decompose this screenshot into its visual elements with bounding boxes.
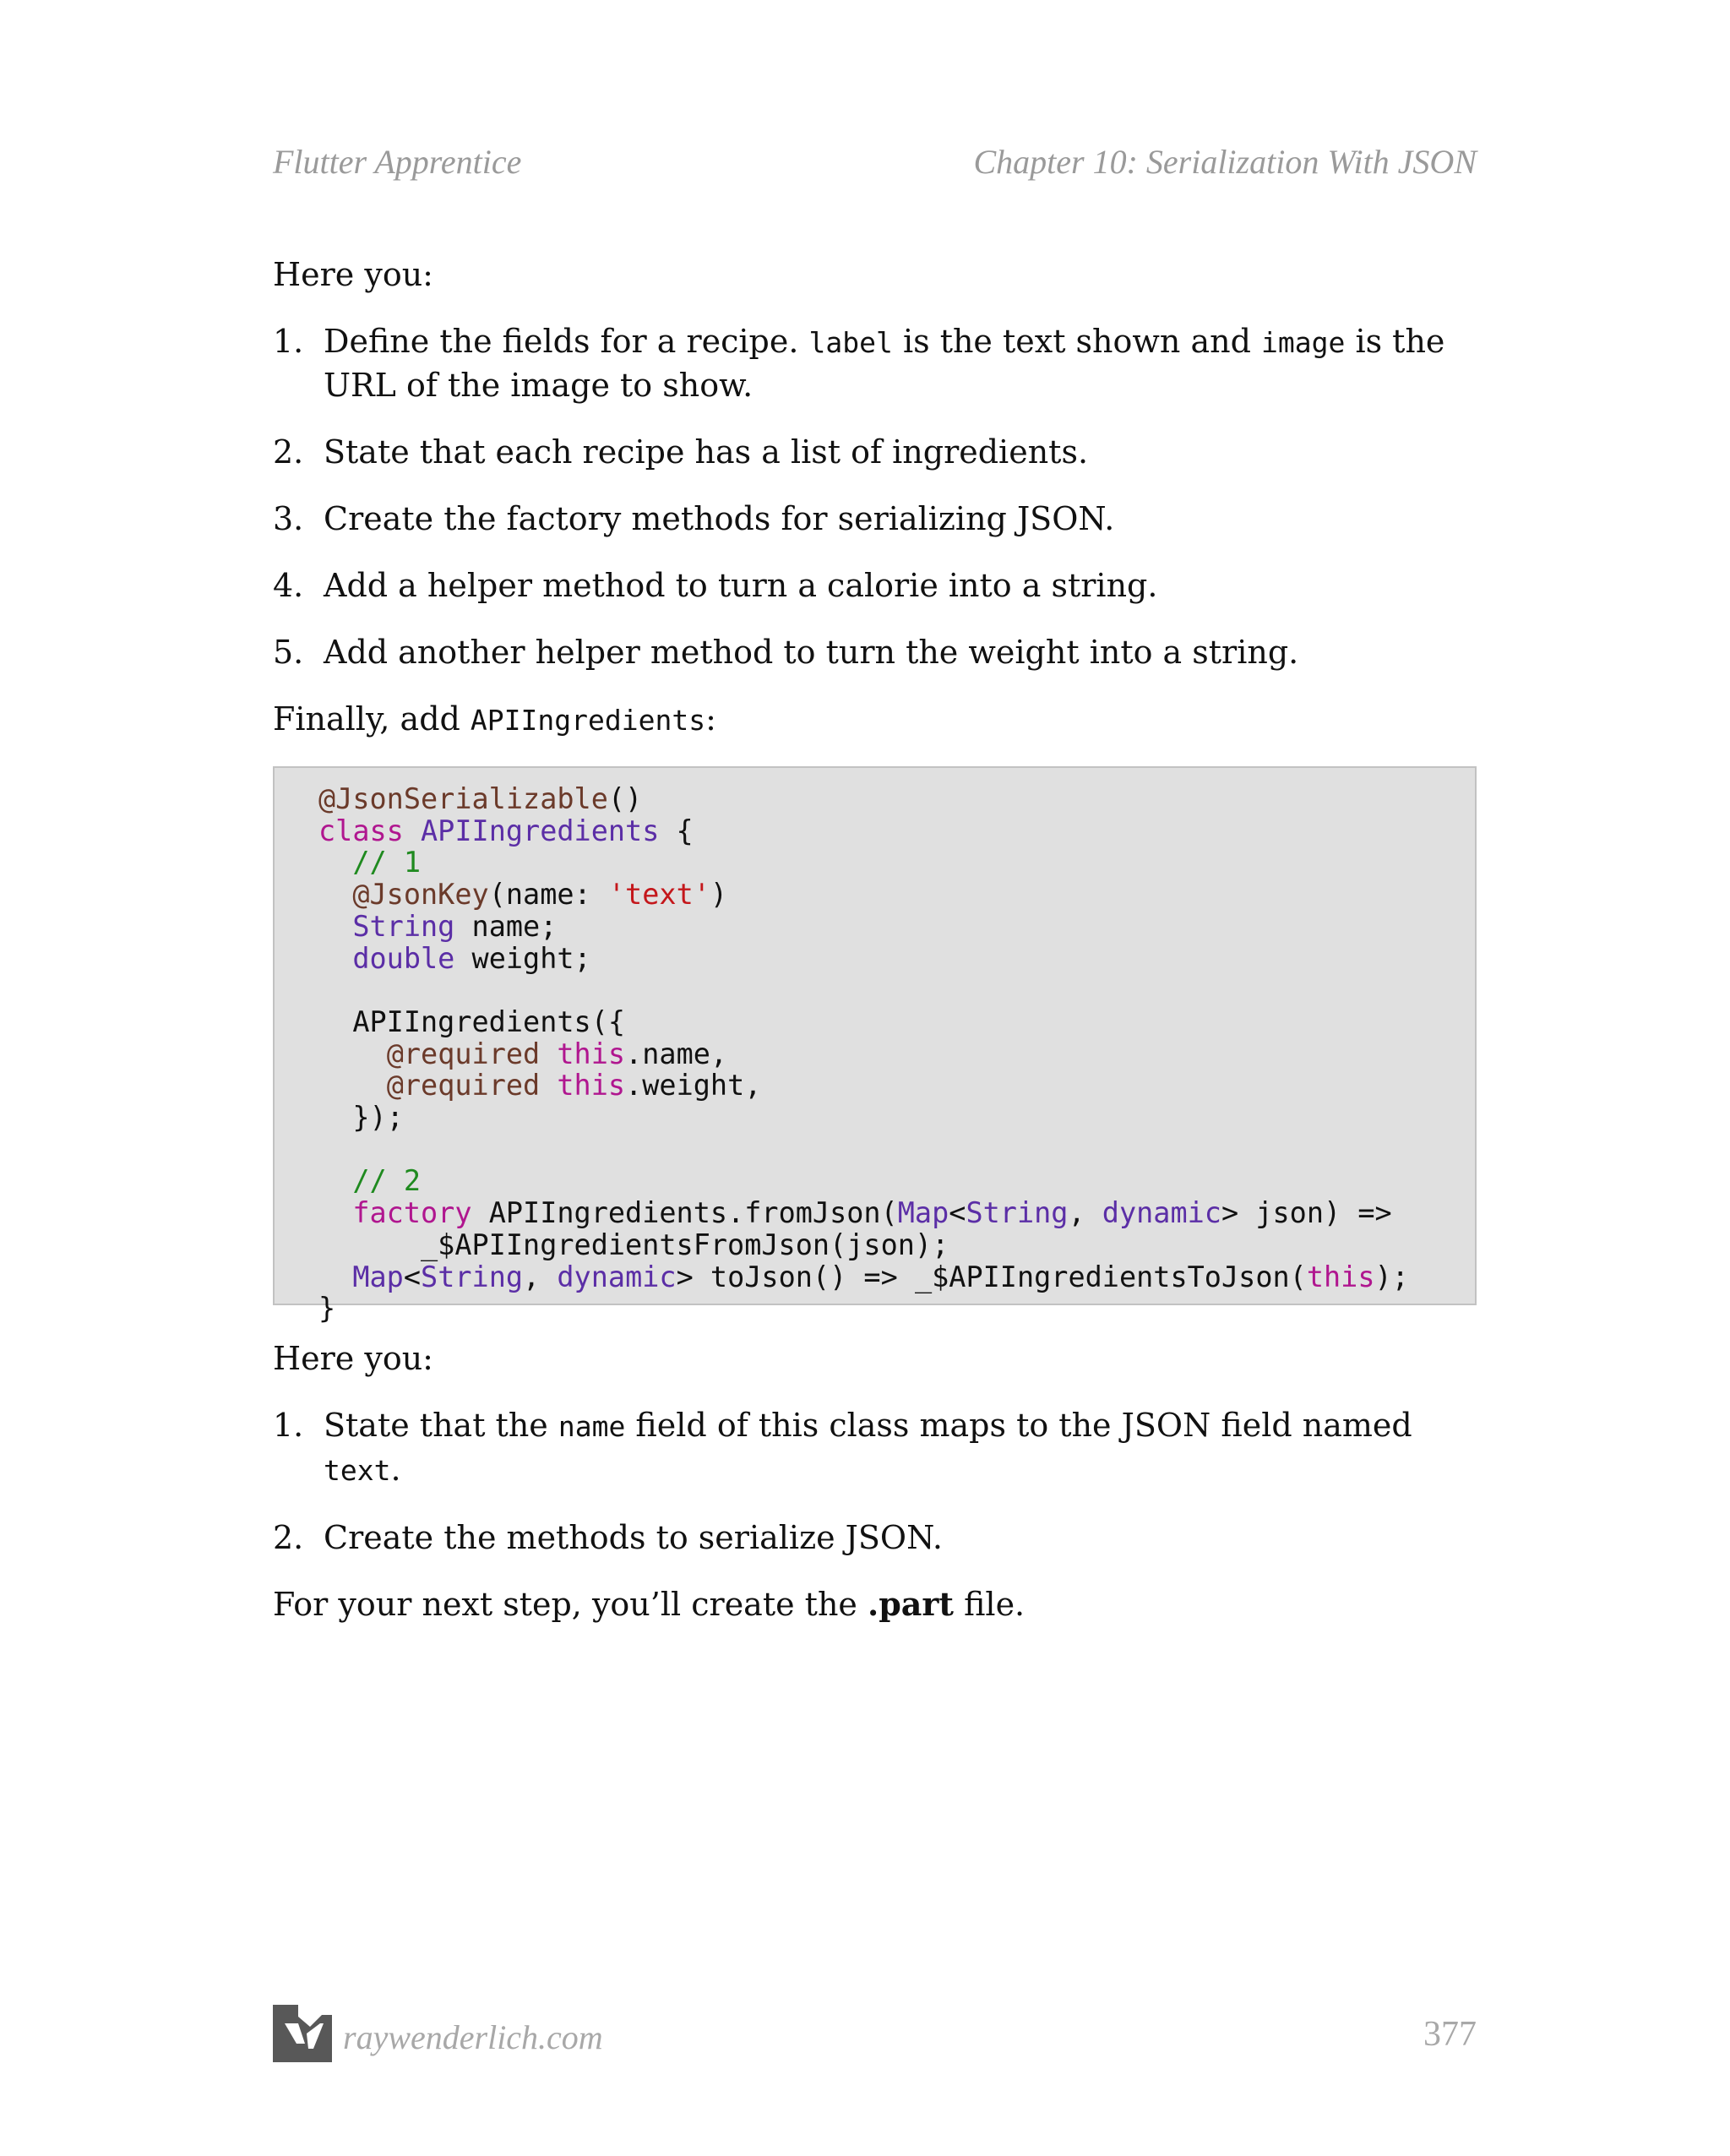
- code-token: class: [318, 814, 404, 847]
- inline-code: text: [324, 1454, 391, 1487]
- code-token: [318, 1196, 352, 1229]
- code-token: APIIngredients.fromJson(: [471, 1196, 898, 1230]
- list-number: 5.: [273, 634, 304, 671]
- code-token: ): [710, 878, 728, 912]
- list-text: Add a helper method to turn a calorie into a string.: [324, 567, 1158, 604]
- next-pre: For your next step, you’ll create the: [273, 1586, 868, 1623]
- code-token: @JsonSerializable: [318, 782, 608, 815]
- list-text: Create the factory methods for serializing JSON.: [324, 500, 1115, 537]
- list-item: [273, 431, 1477, 473]
- recipe-steps-list: [273, 320, 1477, 673]
- list-item: [273, 320, 1477, 406]
- list-number: 2.: [273, 1519, 304, 1556]
- json-steps-list: [273, 1404, 1477, 1559]
- code-token: weight;: [454, 941, 591, 975]
- code-token: [318, 878, 352, 911]
- code-token: > json) =>: [1221, 1196, 1392, 1230]
- list-text: State that the: [324, 1407, 558, 1444]
- list-number: 3.: [273, 500, 304, 537]
- list-number: 1.: [273, 323, 304, 360]
- code-token: > toJson() => _$APIIngredientsToJson(: [676, 1260, 1307, 1293]
- code-token: this: [1306, 1260, 1375, 1293]
- list-number: 4.: [273, 567, 304, 604]
- code-token: (): [607, 782, 643, 815]
- code-token: [318, 1069, 387, 1102]
- inline-code: APIIngredients: [470, 704, 706, 737]
- code-token: name;: [454, 909, 558, 943]
- code-token: ,: [1068, 1196, 1102, 1230]
- code-token: [318, 1037, 387, 1070]
- finally-pre: Finally, add: [273, 700, 471, 738]
- code-line: [318, 1196, 1392, 1229]
- list-text: State that each recipe has a list of ingredients.: [324, 433, 1089, 471]
- part-file-bold: .part: [867, 1585, 954, 1623]
- list-text: field of this class maps to the JSON field named: [625, 1407, 1412, 1444]
- list-item: [273, 498, 1477, 540]
- page-number: 377: [1423, 2015, 1477, 2054]
- finally-post: :: [705, 700, 716, 738]
- code-line: [318, 1228, 949, 1261]
- list-item: [273, 1404, 1477, 1492]
- code-token: String: [421, 1260, 524, 1293]
- code-token: 'text': [607, 878, 710, 912]
- code-line: [318, 782, 642, 815]
- code-token: <: [949, 1196, 966, 1230]
- code-line: [318, 846, 421, 879]
- code-token: .name,: [625, 1037, 728, 1070]
- rw-logo-icon: [273, 2005, 332, 2062]
- code-line: [318, 814, 694, 847]
- next-post: file.: [953, 1586, 1025, 1623]
- code-token: [318, 1260, 352, 1293]
- code-token: });: [318, 1101, 404, 1135]
- code-token: [318, 942, 352, 975]
- code-token: );: [1374, 1260, 1409, 1293]
- list-text: is the URL of the image to show.: [324, 323, 1445, 404]
- code-token: factory: [352, 1196, 472, 1230]
- list-text: Create the methods to serialize JSON.: [324, 1519, 943, 1556]
- next-step-text: [273, 1583, 1477, 1625]
- code-line: [318, 1005, 625, 1038]
- chapter-title: Chapter 10: Serialization With JSON: [973, 143, 1477, 181]
- list-number: 2.: [273, 433, 304, 471]
- intro-text-2: Here you:: [273, 1340, 433, 1377]
- code-block: [273, 766, 1477, 1326]
- code-token: ,: [523, 1260, 558, 1293]
- inline-code: name: [558, 1410, 626, 1443]
- intro-text: Here you:: [273, 256, 433, 293]
- code-token: _$APIIngredientsFromJson(json);: [318, 1228, 949, 1261]
- book-title: Flutter Apprentice: [273, 143, 522, 181]
- code-token: dynamic: [1102, 1196, 1221, 1230]
- code-line: [318, 1260, 1409, 1293]
- code-token: @JsonKey: [352, 878, 489, 912]
- code-token: {: [659, 814, 694, 847]
- list-item: [273, 631, 1477, 673]
- list-text: Define the fields for a recipe.: [324, 323, 809, 360]
- code-token: [404, 814, 421, 847]
- page-content: [273, 253, 1477, 1650]
- code-listing: [318, 783, 1475, 1325]
- code-token: .weight,: [625, 1069, 762, 1102]
- code-line: [318, 1164, 421, 1197]
- code-line: [318, 910, 557, 943]
- finally-text: [273, 698, 1477, 742]
- code-token: // 2: [352, 1164, 422, 1198]
- code-token: APIIngredients: [421, 814, 660, 847]
- code-token: [318, 846, 352, 879]
- list-text: Add another helper method to turn the weight into a string.: [324, 634, 1299, 671]
- code-token: String: [966, 1196, 1069, 1230]
- inline-code: label: [808, 326, 893, 359]
- page-header: [273, 142, 1477, 186]
- code-token: String: [352, 909, 455, 943]
- inline-code: image: [1261, 326, 1346, 359]
- code-token: [318, 1164, 352, 1197]
- code-line: [318, 1069, 761, 1102]
- code-line: [318, 1101, 404, 1134]
- code-token: Map: [897, 1196, 949, 1230]
- code-token: @required: [386, 1037, 541, 1070]
- code-line: [318, 942, 591, 975]
- code-token: [318, 910, 352, 943]
- code-token: APIIngredients({: [318, 1004, 626, 1038]
- code-line: [318, 1292, 335, 1325]
- code-line: [318, 878, 727, 911]
- code-token: double: [352, 941, 455, 975]
- list-text: .: [390, 1451, 401, 1488]
- list-item: [273, 564, 1477, 607]
- code-token: // 1: [352, 846, 422, 879]
- code-token: [540, 1037, 557, 1070]
- code-token: (name:: [488, 878, 608, 912]
- list-text: is the text shown and: [892, 323, 1262, 360]
- list-number: 1.: [273, 1407, 304, 1444]
- code-token: <: [403, 1260, 422, 1293]
- code-token: Map: [352, 1260, 404, 1293]
- footer-site: raywenderlich.com: [343, 2018, 603, 2056]
- code-token: [540, 1069, 557, 1102]
- list-item: [273, 1516, 1477, 1559]
- code-token: this: [557, 1037, 626, 1070]
- code-token: this: [557, 1069, 626, 1102]
- code-token: dynamic: [557, 1260, 677, 1293]
- code-token: }: [318, 1292, 336, 1326]
- code-line: [318, 1037, 727, 1070]
- code-token: @required: [386, 1069, 541, 1102]
